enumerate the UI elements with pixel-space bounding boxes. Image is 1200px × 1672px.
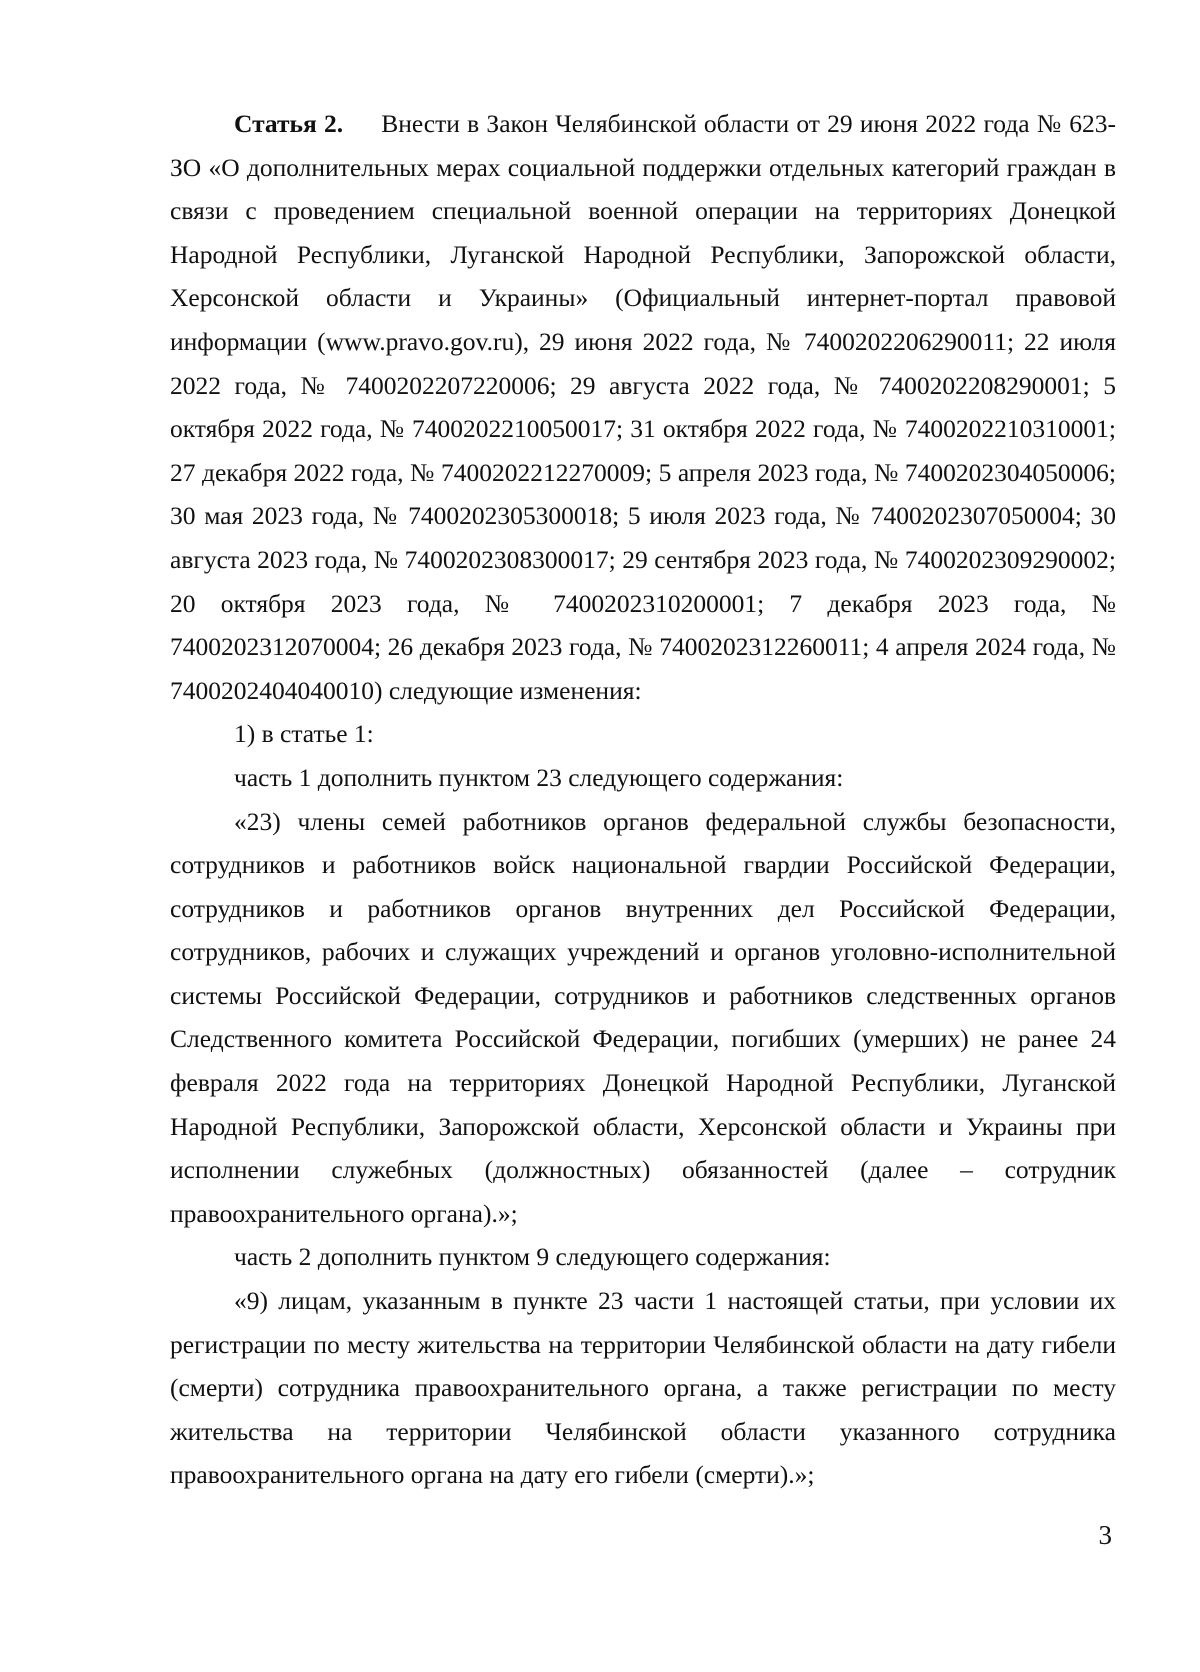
paragraph-item-1: 1) в статье 1:	[234, 719, 374, 749]
paragraph-point-23: «23) члены семей работников органов федеральной службы безопасности, сотрудников и работников войск национальной гвардии Российской Федерации, сотрудников и работников органов внутренних дел Российской Федерации, сотрудников, рабочих и служащих учреждений и органов уголовно-исполнительной системы Российской Федерации, сотрудников и работников следственных органов Следственного комитета Российской Федерации, погибших (умерших) не ранее 24 февраля 2022 года на территориях Донецкой Народной Республики, Луганской Народной Республики, Запорожской области, Херсонской области и Украины при исполнении служебных (должностных) обязанностей (далее – сотрудник правоохранительного органа).»;	[170, 806, 1116, 1228]
paragraph-part-1-intro: часть 1 дополнить пунктом 23 следующего содержания:	[234, 762, 844, 792]
paragraph-article-2	[170, 102, 1116, 712]
paragraph-text: Внести в Закон Челябинской области от 29 июня 2022 года № 623-ЗО «О дополнительных мерах социальной поддержки отдельных категорий граждан в связи с проведением специальной военной операции на территориях Донецкой Народной Республики, Луганской Народной Республики, Запорожской области, Херсонской области и Украины» (Официальный интернет-портал правовой информации (www.pravo.gov.ru), 29 июня 2022 года, № 7400202206290011; 22 июля 2022 года, № 7400202207220006; 29 августа 2022 года, № 7400202208290001; 5 октября 2022 года, № 7400202210050017; 31 октября 2022 года, № 7400202210310001; 27 декабря 2022 года, № 7400202212270009; 5 апреля 2023 года, № 7400202304050006; 30 мая 2023 года, № 7400202305300018; 5 июля 2023 года, № 7400202307050004; 30 августа 2023 года, № 7400202308300017; 29 сентября 2023 года, № 7400202309290002; 20 октября 2023 года, № 7400202310200001; 7 декабря 2023 года, № 7400202312070004; 26 декабря 2023 года, № 7400202312260011; 4 апреля 2024 года, № 7400202404040010) следующие изменения:	[170, 109, 1116, 705]
paragraph-point-9: «9) лицам, указанным в пункте 23 части 1 настоящей статьи, при условии их регистрации по месту жительства на территории Челябинской области на дату гибели (смерти) сотрудника правоохранительного органа, а также регистрации по месту жительства на территории Челябинской области указанного сотрудника правоохранительного органа на дату его гибели (смерти).»;	[170, 1286, 1116, 1490]
article-heading: Статья 2.	[234, 109, 344, 138]
page-number: 3	[1098, 1520, 1112, 1550]
document-body	[170, 102, 1116, 1497]
paragraph-part-2-intro: часть 2 дополнить пунктом 9 следующего содержания:	[234, 1242, 831, 1272]
